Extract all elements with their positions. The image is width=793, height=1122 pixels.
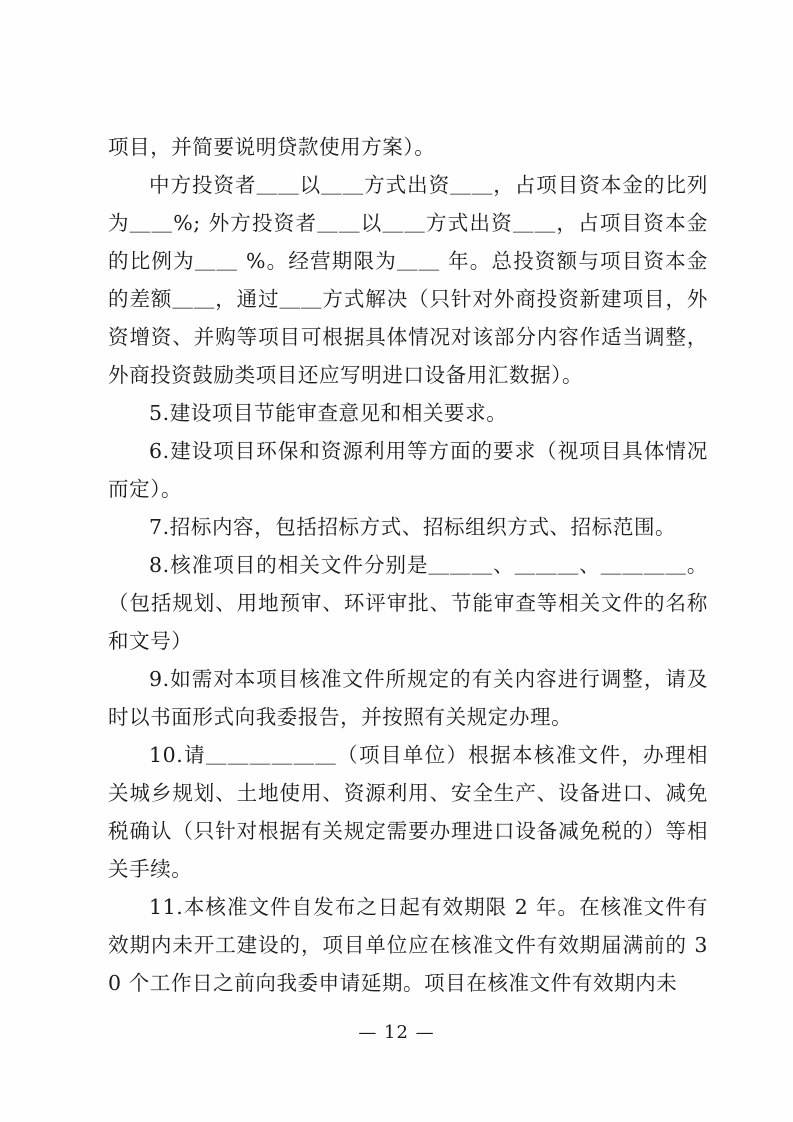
- paragraph-continuation: 项目，并简要说明贷款使用方案）。: [108, 135, 436, 159]
- paragraph-item-7: 7.招标内容，包括招标方式、招标组织方式、招标范围。: [149, 515, 677, 539]
- paragraph-item-6: 6.建设项目环保和资源利用等方面的要求（视项目具体情况而定）。: [108, 439, 708, 501]
- page-number: — 12 —: [358, 1022, 435, 1043]
- paragraph-item-10: 10.请＿＿＿＿＿＿（项目单位）根据本核准文件，办理相关城乡规划、土地使用、资源利用、安全生产、设备进口、减免税确认（只针对根据有关规定需要办理进口设备减免税的）等相关手续。: [108, 743, 708, 881]
- paragraph-item-9: 9.如需对本项目核准文件所规定的有关内容进行调整，请及时以书面形式向我委报告，并按照有关规定办理。: [108, 667, 708, 729]
- paragraph-item-5: 5.建设项目节能审查意见和相关要求。: [149, 401, 508, 425]
- document-body: [108, 128, 708, 1002]
- paragraph-item-11: 11.本核准文件自发布之日起有效期限 2 年。在核准文件有效期内未开工建设的，项目单位应在核准文件有效期届满前的 30 个工作日之前向我委申请延期。项目在核准文件有效期内未: [108, 895, 708, 995]
- paragraph-investor-capital: 中方投资者＿＿以＿＿方式出资＿＿，占项目资本金的比列为＿＿%; 外方投资者＿＿以＿＿方式出资＿＿，占项目资本金的比例为＿＿ %。经营期限为＿＿ 年。总投资额与项目资本金的差额＿＿，通过＿＿方式解决（只针对外商投资新建项目，外资增资、并购等项目可根据具体情况对该部分内容作适当调整，外商投资鼓励类项目还应写明进口设备用汇数据）。: [108, 173, 708, 387]
- paragraph-item-8: 8.核准项目的相关文件分别是＿＿＿、＿＿＿、＿＿＿＿。（包括规划、用地预审、环评审批、节能审查等相关文件的名称和文号）: [108, 553, 708, 653]
